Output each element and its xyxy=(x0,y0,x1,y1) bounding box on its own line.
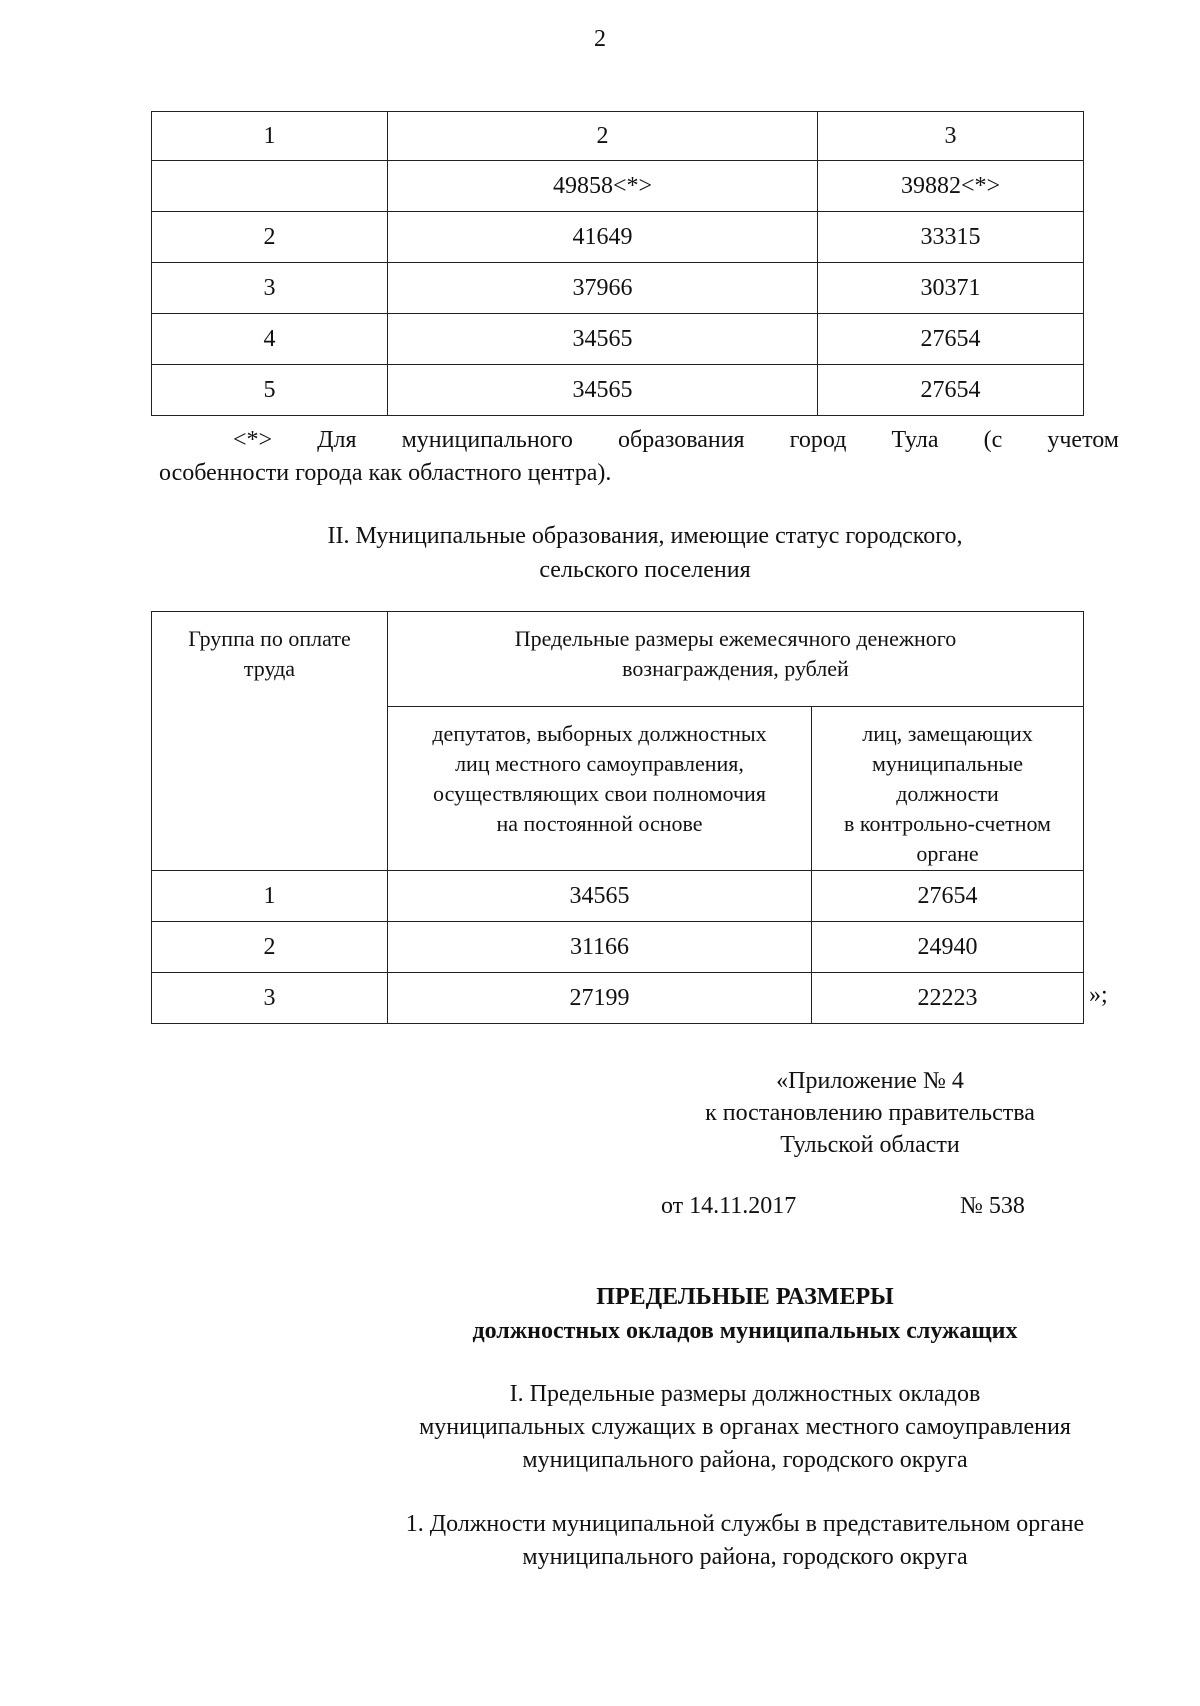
column-number-1: 1 xyxy=(152,112,388,161)
deputies-column-header xyxy=(388,707,812,871)
audit-amount-cell: 22223 xyxy=(812,973,1084,1024)
table-row xyxy=(152,314,1084,365)
appendix-line-1: «Приложение № 4 xyxy=(776,1068,964,1094)
group-column-header xyxy=(152,612,388,871)
document-title xyxy=(0,1280,1200,1348)
table-row xyxy=(152,161,1084,212)
title-line-1: ПРЕДЕЛЬНЫЕ РАЗМЕРЫ xyxy=(596,1284,894,1310)
limits-header-line-1: Предельные размеры ежемесячного денежного xyxy=(514,626,957,651)
group-cell: 2 xyxy=(152,212,388,263)
audit-amount-cell: 27654 xyxy=(818,365,1084,416)
deputies-header-line: на постоянной основе xyxy=(496,811,703,836)
audit-amount-cell: 27654 xyxy=(818,314,1084,365)
subsection-1-line-1: 1. Должности муниципальной службы в представительном органе xyxy=(405,1511,1085,1537)
section-1-line-3: муниципального района, городского округа xyxy=(522,1447,968,1473)
table-row xyxy=(152,871,1084,922)
deputies-header-line: лиц местного самоуправления, xyxy=(455,751,744,776)
audit-column-header xyxy=(812,707,1084,871)
group-cell: 3 xyxy=(152,263,388,314)
group-cell: 5 xyxy=(152,365,388,416)
footnote xyxy=(159,424,1119,490)
appendix-header xyxy=(640,1065,1100,1161)
appendix-line-3: Тульской области xyxy=(780,1132,960,1158)
audit-amount-cell: 33315 xyxy=(818,212,1084,263)
section-2-heading xyxy=(0,519,1200,587)
group-cell xyxy=(152,161,388,212)
deputies-amount-cell: 31166 xyxy=(388,922,812,973)
deputies-amount-cell: 49858<*> xyxy=(388,161,818,212)
section-1-line-1: I. Предельные размеры должностных окладов xyxy=(509,1381,981,1407)
table-row xyxy=(152,263,1084,314)
deputies-amount-cell: 34565 xyxy=(388,871,812,922)
limits-header-line-2: вознаграждения, рублей xyxy=(622,656,849,681)
group-cell: 1 xyxy=(152,871,388,922)
section-1-heading xyxy=(0,1378,1200,1477)
page-number: 2 xyxy=(594,26,606,52)
group-cell: 2 xyxy=(152,922,388,973)
table-row xyxy=(152,212,1084,263)
section-2-line-1: II. Муниципальные образования, имеющие статус городского, xyxy=(327,523,963,549)
deputies-amount-cell: 34565 xyxy=(388,314,818,365)
section-1-line-2: муниципальных служащих в органах местного самоуправления xyxy=(419,1414,1071,1440)
table-header-row xyxy=(152,112,1084,161)
subsection-1-heading xyxy=(0,1508,1200,1574)
audit-amount-cell: 27654 xyxy=(812,871,1084,922)
group-header-line-2: труда xyxy=(243,656,296,681)
table-row xyxy=(152,365,1084,416)
title-line-2: должностных окладов муниципальных служащих xyxy=(472,1318,1018,1344)
group-cell: 4 xyxy=(152,314,388,365)
deputies-amount-cell: 34565 xyxy=(388,365,818,416)
settlement-salary-table xyxy=(151,611,1084,1024)
deputies-header-line: осуществляющих свои полномочия xyxy=(433,781,766,806)
group-cell: 3 xyxy=(152,973,388,1024)
footnote-line-2: особенности города как областного центра). xyxy=(159,460,612,486)
footnote-line-1: <*> Для муниципального образования город Тула (с учетом xyxy=(233,427,1119,453)
appendix-line-2: к постановлению правительства xyxy=(705,1100,1035,1126)
salary-table-continued xyxy=(151,111,1084,416)
audit-header-line: в контрольно-счетном xyxy=(844,811,1051,836)
audit-header-line: лиц, замещающих xyxy=(862,721,1033,746)
closing-quote-mark: »; xyxy=(1089,982,1108,1008)
deputies-header-line: депутатов, выборных должностных xyxy=(432,721,767,746)
deputies-amount-cell: 27199 xyxy=(388,973,812,1024)
audit-amount-cell: 30371 xyxy=(818,263,1084,314)
audit-header-line: муниципальные xyxy=(871,751,1024,776)
group-header-line-1: Группа по оплате xyxy=(188,626,351,651)
table-row xyxy=(152,922,1084,973)
audit-amount-cell: 39882<*> xyxy=(818,161,1084,212)
audit-header-line: должности xyxy=(896,781,999,806)
column-number-2: 2 xyxy=(388,112,818,161)
limits-column-header xyxy=(388,612,1084,707)
order-number: № 538 xyxy=(960,1193,1025,1219)
audit-amount-cell: 24940 xyxy=(812,922,1084,973)
deputies-amount-cell: 41649 xyxy=(388,212,818,263)
section-2-line-2: сельского поселения xyxy=(539,557,751,583)
order-date: от 14.11.2017 xyxy=(661,1193,797,1219)
deputies-amount-cell: 37966 xyxy=(388,263,818,314)
table-row xyxy=(152,973,1084,1024)
audit-header-line: органе xyxy=(916,841,979,866)
subsection-1-line-2: муниципального района, городского округа xyxy=(522,1544,968,1570)
table-header-row xyxy=(152,612,1084,707)
column-number-3: 3 xyxy=(818,112,1084,161)
